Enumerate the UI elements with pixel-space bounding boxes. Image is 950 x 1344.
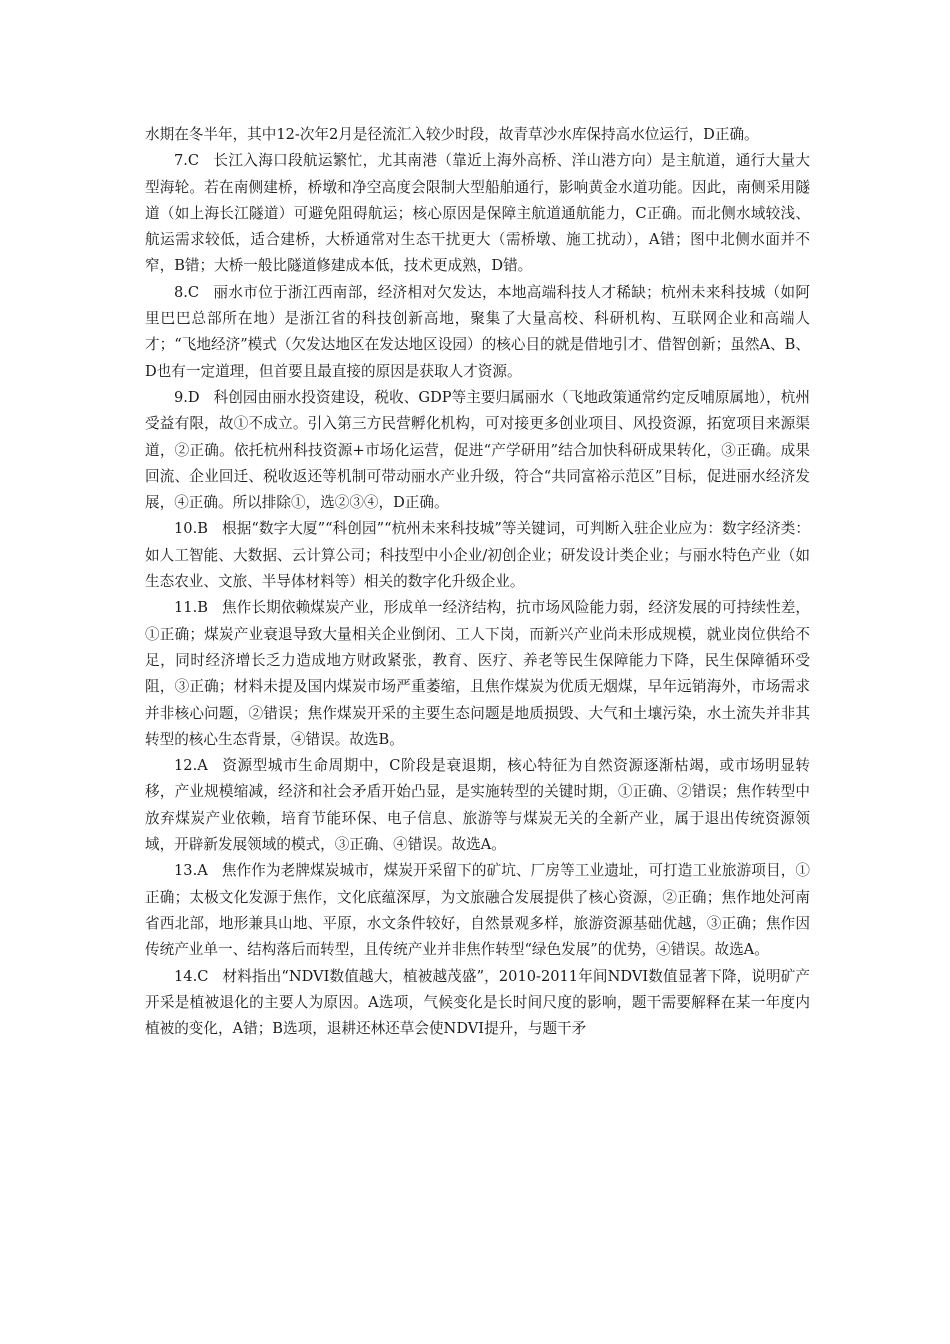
question-number: 11.B bbox=[174, 599, 208, 617]
paragraph-text: 材料指出“NDVI数值越大，植被越茂盛”，2010-2011年间NDVI数值显著下降，说明矿产开采是植被退化的主要人为原因。A选项，气候变化是长时间尺度的影响，题干需要解释在某一年度内植被的变化，A错；B选项，退耕还林还草会使NDVI提升，与题干矛 bbox=[145, 967, 810, 1038]
paragraph-8 bbox=[145, 280, 810, 385]
question-number: 13.A bbox=[174, 862, 208, 880]
paragraph-text: 焦作长期依赖煤炭产业，形成单一经济结构，抗市场风险能力弱，经济发展的可持续性差，①正确；煤炭产业衰退导致大量相关企业倒闭、工人下岗，而新兴产业尚未形成规模，就业岗位供给不足，同时经济增长乏力造成地方财政紧张，教育、医疗、养老等民生保障能力下降，民生保障循环受阻，③正确；材料未提及国内煤炭市场严重萎缩，且焦作煤炭为优质无烟煤，早年远销海外，市场需求并非核心问题，②错误；焦作煤炭开采的主要生态问题是地质损毁、大气和土壤污染，水土流失并非其转型的核心生态背景，④错误。故选B。 bbox=[145, 599, 810, 748]
paragraph-text: 丽水市位于浙江西南部，经济相对欠发达，本地高端科技人才稀缺；杭州未来科技城（如阿里巴巴总部所在地）是浙江省的科技创新高地，聚集了大量高校、科研机构、互联网企业和高端人才；“飞地经济”模式（欠发达地区在发达地区设园）的核心目的就是借地引才、借智创新；虽然A、B、D也有一定道理，但首要且最直接的原因是获取人才资源。 bbox=[145, 283, 810, 380]
paragraph-9 bbox=[145, 385, 810, 516]
question-number: 12.A bbox=[174, 757, 208, 775]
paragraph-14 bbox=[145, 964, 810, 1043]
paragraph-text: 根据“数字大厦”“科创园”“杭州未来科技城”等关键词，可判断入驻企业应为：数字经济类：如人工智能、大数据、云计算公司；科技型中小企业/初创企业；研发设计类企业；与丽水特色产业（如生态农业、文旅、半导体材料等）相关的数字化升级企业。 bbox=[145, 520, 810, 591]
paragraph-text: 长江入海口段航运繁忙，尤其南港（靠近上海外高桥、洋山港方向）是主航道，通行大量大型海轮。若在南侧建桥，桥墩和净空高度会限制大型船舶通行，影响黄金水道功能。因此，南侧采用隧道（如上海长江隧道）可避免阻碍航运；核心原因是保障主航道通航能力，C正确。而北侧水域较浅、航运需求较低，适合建桥，大桥通常对生态干扰更大（需桥墩、施工扰动），A错；图中北侧水面并不窄，B错；大桥一般比隧道修建成本低，技术更成熟，D错。 bbox=[145, 152, 810, 275]
paragraph-7 bbox=[145, 148, 810, 279]
question-number: 9.D bbox=[174, 388, 200, 406]
question-number: 14.C bbox=[174, 967, 209, 985]
paragraph-text: 焦作作为老牌煤炭城市，煤炭开采留下的矿坑、厂房等工业遗址，可打造工业旅游项目，①正确；太极文化发源于焦作，文化底蕴深厚，为文旅融合发展提供了核心资源，②正确；焦作地处河南省西北部，地形兼具山地、平原，水文条件较好，自然景观多样，旅游资源基础优越，③正确；焦作因传统产业单一、结构落后而转型，且传统产业并非焦作转型“绿色发展”的优势，④错误。故选A。 bbox=[145, 862, 810, 959]
paragraph-13 bbox=[145, 858, 810, 963]
question-number: 10.B bbox=[174, 520, 208, 538]
paragraph-10 bbox=[145, 516, 810, 595]
paragraph-text: 水期在冬半年，其中12-次年2月是径流汇入较少时段，故青草沙水库保持高水位运行，D正确。 bbox=[145, 126, 759, 143]
answer-explanation-page bbox=[145, 122, 810, 1042]
paragraph-text: 资源型城市生命周期中，C阶段是衰退期，核心特征为自然资源逐渐枯竭，或市场明显转移，产业规模缩减，经济和社会矛盾开始凸显，是实施转型的关键时期，①正确、②错误；焦作转型中放弃煤炭产业依赖，培育节能环保、电子信息、旅游等与煤炭无关的全新产业，属于退出传统资源领域，开辟新发展领域的模式，③正确、④错误。故选A。 bbox=[145, 757, 810, 854]
question-number: 8.C bbox=[174, 283, 200, 301]
question-number: 7.C bbox=[174, 152, 200, 170]
paragraph-text: 科创园由丽水投资建设，税收、GDP等主要归属丽水（飞地政策通常约定反哺原属地），杭州受益有限，故①不成立。引入第三方民营孵化机构，可对接更多创业项目、风投资源，拓宽项目来源渠道，②正确。依托杭州科技资源+市场化运营，促进“产学研用”结合加快科研成果转化，③正确。成果回流、企业回迁、税收返还等机制可带动丽水产业升级，符合“共同富裕示范区”目标，促进丽水经济发展，④正确。所以排除①，选②③④，D正确。 bbox=[145, 388, 810, 512]
paragraph-12 bbox=[145, 753, 810, 858]
paragraph-6-continuation bbox=[145, 122, 810, 148]
paragraph-11 bbox=[145, 595, 810, 753]
